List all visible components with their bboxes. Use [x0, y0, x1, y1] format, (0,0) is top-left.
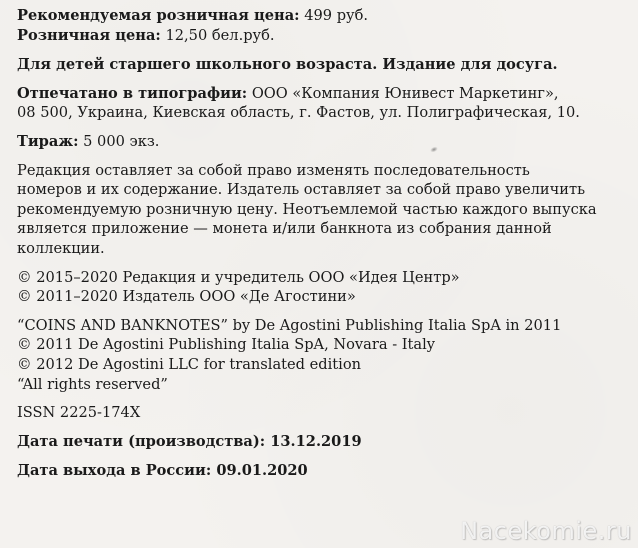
issn-block: [17, 403, 632, 423]
release-date-block: [17, 461, 632, 481]
printer-block: [17, 84, 632, 123]
print-date-value: 13.12.2019: [270, 432, 362, 450]
copyright-line: “All rights reserved”: [17, 375, 168, 393]
copyright-line: © 2012 De Agostini LLC for translated edition: [17, 355, 362, 373]
site-watermark: Nacekomie.ru: [460, 517, 632, 545]
copyright-line: © 2011–2020 Издатель ООО «Де Агостини»: [17, 288, 356, 306]
issn-text: ISSN 2225-174X: [17, 404, 141, 422]
notice-block: [17, 161, 632, 259]
price-block: [17, 6, 632, 45]
release-date-line: [17, 461, 632, 481]
audience-block: [17, 55, 632, 75]
retail-price-label: Розничная цена:: [17, 26, 161, 44]
notice-line: является приложение — монета и/или банкнота из собрания данной: [17, 220, 552, 238]
circulation-value: 5 000 экз.: [83, 132, 160, 150]
notice-line: Редакция оставляет за собой право изменять последовательность: [17, 161, 530, 179]
notice-line: рекомендуемую розничную цену. Неотъемлемой частью каждого выпуска: [17, 200, 597, 218]
recommended-price-line: [17, 6, 632, 26]
print-date-line: [17, 432, 632, 452]
release-date-label: Дата выхода в России:: [17, 462, 212, 480]
printer-label: Отпечатано в типографии:: [17, 84, 248, 102]
copyright-line: “COINS AND BANKNOTES” by De Agostini Publishing Italia SpA in 2011: [17, 316, 562, 334]
copyright-ru-block: [17, 268, 632, 307]
circulation-block: [17, 132, 632, 152]
notice-line: коллекции.: [17, 239, 105, 257]
release-date-value: 09.01.2020: [216, 462, 308, 480]
printer-address: 08 500, Украина, Киевская область, г. Фастов, ул. Полиграфическая, 10.: [17, 104, 580, 122]
audience-text: Для детей старшего школьного возраста. Издание для досуга.: [17, 56, 558, 74]
printer-line-1: [17, 84, 632, 104]
copyright-line: © 2011 De Agostini Publishing Italia SpA, Novara - Italy: [17, 336, 436, 354]
imprint-content: [17, 6, 632, 481]
recommended-price-label: Рекомендуемая розничная цена:: [17, 7, 300, 24]
copyright-en-block: [17, 316, 632, 394]
print-date-block: [17, 432, 632, 452]
print-date-label: Дата печати (производства):: [17, 432, 266, 450]
notice-line: номеров и их содержание. Издатель оставляет за собой право увеличить: [17, 181, 586, 199]
circulation-label: Тираж:: [17, 132, 79, 150]
copyright-line: © 2015–2020 Редакция и учредитель ООО «Идея Центр»: [17, 268, 460, 286]
recommended-price-value: 499 руб.: [304, 7, 369, 24]
printer-name: ООО «Компания Юнивест Маркетинг»,: [251, 84, 559, 102]
circulation-line: [17, 132, 632, 152]
retail-price-value: 12,50 бел.руб.: [165, 26, 275, 44]
retail-price-line: [17, 26, 632, 46]
